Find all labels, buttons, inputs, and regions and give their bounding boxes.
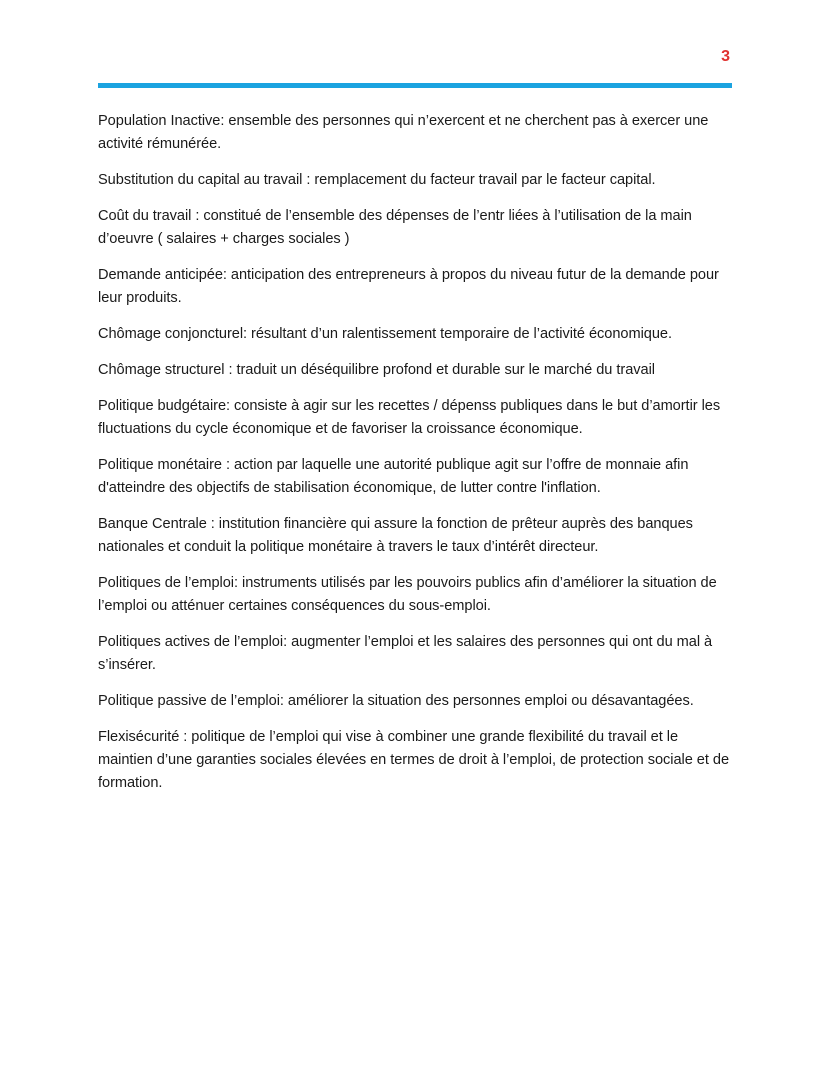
definition-population-inactive: Population Inactive: ensemble des personnes qui n’exercent et ne cherchent pas à exercer une activité rémunérée. — [98, 113, 709, 152]
header-divider — [98, 83, 732, 88]
definition-demande-anticipee: Demande anticipée: anticipation des entrepreneurs à propos du niveau futur de la demande pour leur produits. — [98, 267, 719, 306]
definitions-list — [98, 110, 734, 808]
definition-politique-passive: Politique passive de l’emploi: améliorer la situation des personnes emploi ou désavantagées. — [98, 693, 694, 709]
definition-politique-budgetaire: Politique budgétaire: consiste à agir sur les recettes / dépenss publiques dans le but d’amortir les fluctuations du cycle économique et de favoriser la croissance économique. — [98, 398, 721, 437]
definition-flexisecurite: Flexisécurité : politique de l’emploi qui vise à combiner une grande flexibilité du travail et le maintien d’une garanties sociales élevées en termes de droit à l’emploi, de protection sociale et de formation. — [98, 729, 730, 791]
definition-politiques-emploi: Politiques de l’emploi: instruments utilisés par les pouvoirs publics afin d’améliorer la situation de l’emploi ou atténuer certaines conséquences du sous-emploi. — [98, 575, 717, 614]
definition-politique-monetaire: Politique monétaire : action par laquelle une autorité publique agit sur l’offre de monnaie afin d'atteindre des objectifs de stabilisation économique, de lutter contre l'inflation. — [98, 457, 689, 496]
definition-cout-du-travail: Coût du travail : constitué de l’ensemble des dépenses de l’entr liées à l’utilisation de la main d’oeuvre ( salaires + charges sociales ) — [98, 208, 692, 247]
definition-chomage-conjoncturel: Chômage conjoncturel: résultant d’un ralentissement temporaire de l’activité économique. — [98, 326, 672, 342]
definition-politiques-actives: Politiques actives de l’emploi: augmenter l’emploi et les salaires des personnes qui ont du mal à s’insérer. — [98, 634, 713, 673]
page-number: 3 — [721, 48, 730, 65]
definition-substitution-capital: Substitution du capital au travail : remplacement du facteur travail par le facteur capital. — [98, 172, 656, 188]
definition-banque-centrale: Banque Centrale : institution financière qui assure la fonction de prêteur auprès des banques nationales et conduit la politique monétaire à travers le taux d’intérêt directeur. — [98, 516, 693, 555]
definition-chomage-structurel: Chômage structurel : traduit un déséquilibre profond et durable sur le marché du travail — [98, 362, 655, 378]
